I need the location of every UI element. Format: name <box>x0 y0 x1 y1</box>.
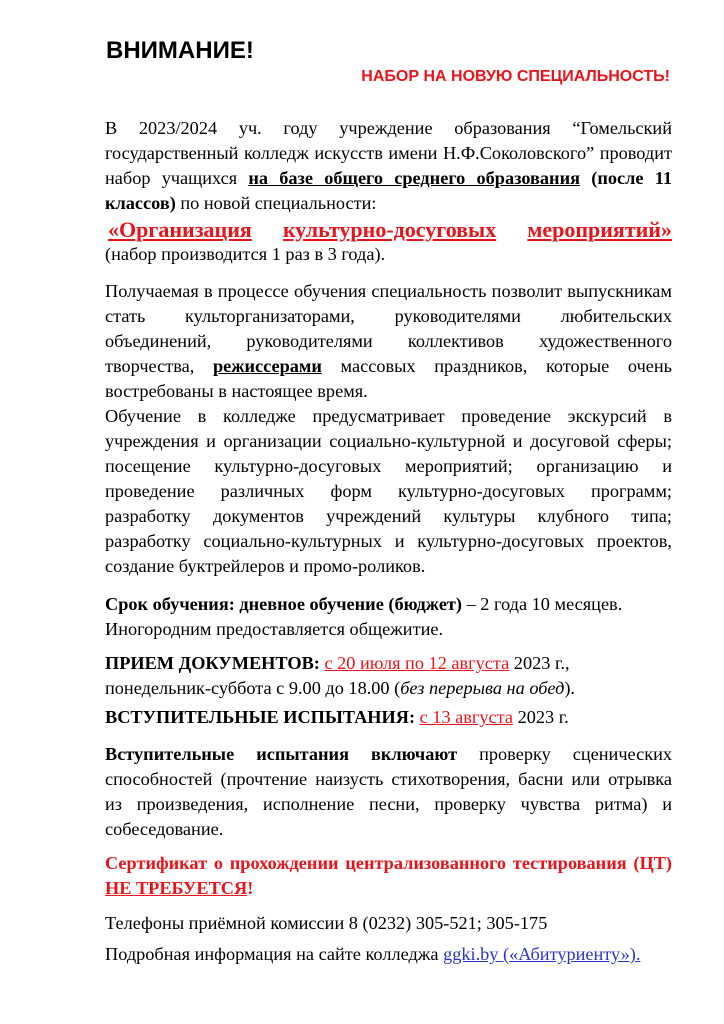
page-title: ВНИМАНИЕ! <box>106 37 254 64</box>
duration-paragraph <box>105 592 672 642</box>
phones-paragraph <box>105 911 672 936</box>
intro-text-part2: по новой специальности: <box>175 193 377 213</box>
exams-date: с 13 августа <box>419 707 513 727</box>
specialty-word-3: мероприятий» <box>527 217 672 242</box>
admission-schedule: понедельник-суббота с 9.00 до 18.00 ( <box>105 678 401 698</box>
exam-content-text: проверку сценических способностей (прочтение наизусть стихотворения, басни или отрывка из произведения, исполнение песни, проверку чувства ритма) и собеседование. <box>105 744 673 839</box>
exams-label: ВСТУПИТЕЛЬНЫЕ ИСПЫТАНИЯ: <box>105 707 416 727</box>
certificate-exclaim: ! <box>247 878 254 898</box>
education-base: на базе общего среднего образования <box>248 168 581 188</box>
specialty-name <box>105 218 672 242</box>
after-classes: (после 11 классов) <box>105 168 672 213</box>
info-paragraph <box>105 942 672 967</box>
intro-paragraph <box>105 116 672 267</box>
career-text-part1: Получаемая в процессе обучения специальность позволит выпускникам стать культорганизаторами, руководителями любительских объединений, руководителями коллективов художественного творчества, <box>105 281 672 376</box>
dormitory-note: Иногородним предоставляется общежитие. <box>105 619 444 639</box>
exam-content-paragraph <box>105 742 672 842</box>
intro-text-part1: В 2023/2024 уч. году учреждение образования “Гомельский государственный колледж искусств имени Н.Ф.Соколовского” проводит набор учащихся <box>105 118 672 188</box>
training-paragraph <box>105 404 672 579</box>
website-link[interactable]: ggki.by («Абитуриенту»). <box>443 944 641 964</box>
specialty-word-2: культурно-досуговых <box>282 217 497 242</box>
info-text: Подробная информация на сайте колледжа <box>105 944 444 964</box>
career-text-part2: массовых праздников, которые очень востребованы в настоящее время. <box>105 356 672 401</box>
enrollment-frequency: (набор производится 1 раз в 3 года). <box>105 244 386 264</box>
admission-phones: Телефоны приёмной комиссии 8 (0232) 305-521; 305-175 <box>105 913 548 933</box>
exam-content-label: Вступительные испытания включают <box>105 744 458 764</box>
duration-label: Срок обучения: дневное обучение (бюджет) <box>105 594 463 614</box>
exams-paragraph <box>105 705 672 730</box>
specialty-word-1: «Организация <box>108 217 252 242</box>
admission-year: 2023 г., <box>509 653 570 673</box>
no-break-note: без перерыва на обед <box>400 678 565 698</box>
page-subtitle: НАБОР НА НОВУЮ СПЕЦИАЛЬНОСТЬ! <box>361 68 670 85</box>
exams-year: 2023 г. <box>513 707 569 727</box>
certificate-paragraph <box>105 851 672 901</box>
admission-dates: с 20 июля по 12 августа <box>324 653 510 673</box>
directors-word: режиссерами <box>212 356 322 376</box>
admission-label: ПРИЕМ ДОКУМЕНТОВ: <box>105 653 320 673</box>
training-text: Обучение в колледже предусматривает проведение экскурсий в учреждения и организации социально-культурной и досуговой сферы; посещение культурно-досуговых мероприятий; организацию и проведение различных форм культурно-досуговых программ; разработку документов учреждений культуры клубного типа; разработку социально-культурных и культурно-досуговых проектов, создание буктрейлеров и промо-роликов. <box>105 406 672 576</box>
intro-text <box>105 116 672 216</box>
duration-value: – 2 года 10 месяцев. <box>462 594 623 614</box>
not-required: НЕ ТРЕБУЕТСЯ <box>105 878 248 898</box>
certificate-text: Сертификат о прохождении централизованного тестирования (ЦТ) <box>105 853 672 873</box>
admission-close: ). <box>564 678 575 698</box>
admission-paragraph <box>105 651 672 701</box>
career-paragraph <box>105 279 672 404</box>
